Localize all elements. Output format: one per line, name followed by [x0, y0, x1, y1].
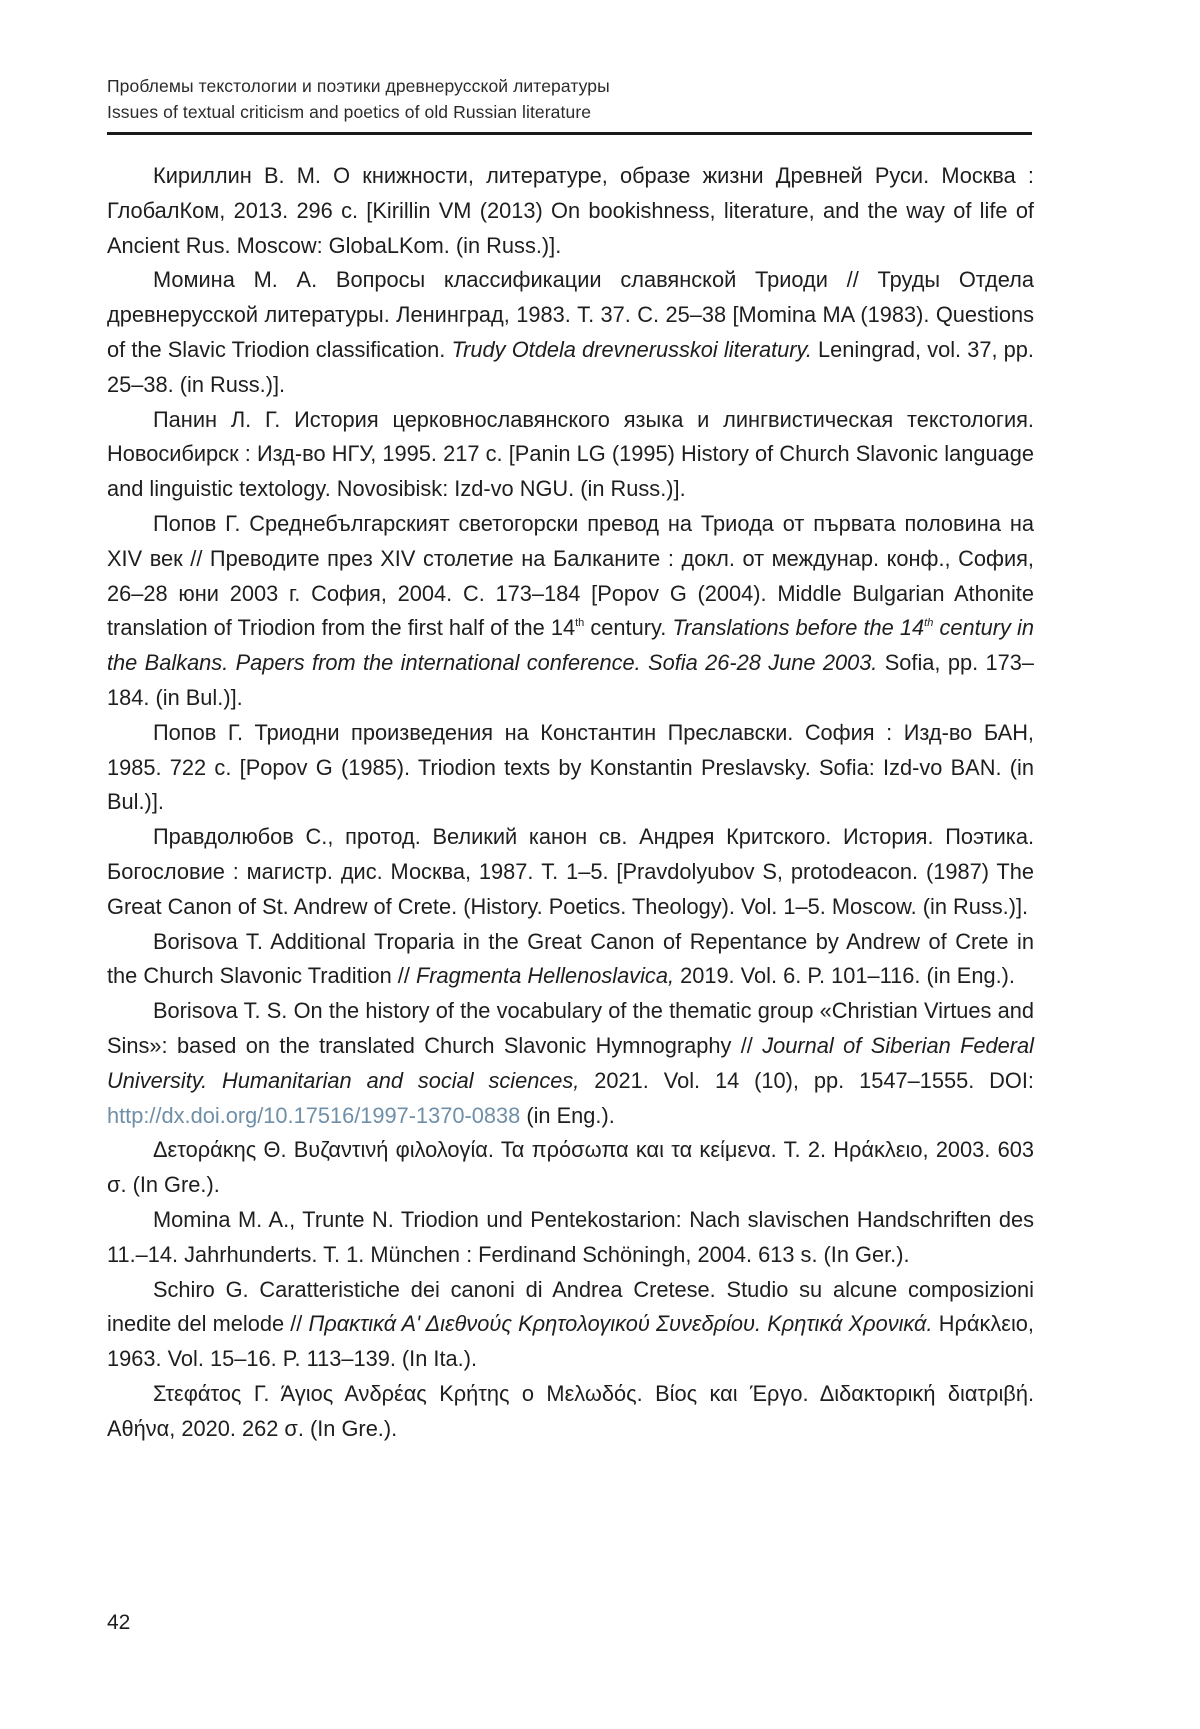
header-title-en: Issues of textual criticism and poetics of old Russian literature	[107, 102, 592, 122]
ref-text: Στεφάτος Γ. Άγιος Ανδρέας Κρήτης ο Μελωδός. Βίος και Έργο. Διδακτορική διατριβή. Αθήνα, 2020. 262 σ. (In Gre.).	[107, 1380, 1034, 1441]
ref-text: Момина М. А. Вопросы классификации славянской Триоди // Труды Отдела древнерусской литературы. Ленинград, 1983. Т. 37. С. 25–38 [Momina MA (1983). Questions of the Slavic Triodion classification.	[107, 267, 1034, 362]
ref-superscript: th	[924, 617, 934, 630]
reference-borisova-2019	[107, 925, 1034, 995]
ref-text: Кириллин В. М. О книжности, литературе, образе жизни Древней Руси. Москва : ГлобалКом, 2013. 296 с. [Kirillin VM (2013) On bookishness, literature, and the way of life of Ancient Rus. Moscow: GlobaLKom. (in Russ.)].	[107, 163, 1034, 258]
reference-pravdolyubov	[107, 820, 1034, 924]
reference-stefatos	[107, 1377, 1034, 1447]
ref-text: Попов Г. Триодни произведения на Константин Преславски. София : Изд-во БАН, 1985. 722 с. [Popov G (1985). Triodion texts by Konstantin Preslavsky. Sofia: Izd-vo BAN. (in Bul.)].	[107, 719, 1034, 815]
ref-text: century.	[584, 615, 673, 641]
reference-schiro	[107, 1273, 1034, 1377]
reference-list	[107, 159, 1034, 1446]
ref-text: Borisova T. S. On the history of the vocabulary of the thematic group «Christian Virtues and Sins»: based on the translated Church Slavonic Hymnography //	[107, 998, 1034, 1058]
ref-italic-title: Translations before the 14	[672, 615, 925, 641]
reference-popov-1985	[107, 716, 1034, 820]
page-number: 42	[107, 1611, 131, 1634]
header-title-ru: Проблемы текстологии и поэтики древнерусской литературы	[107, 76, 610, 96]
doi-link[interactable]: http://dx.doi.org/10.17516/1997-1370-0838	[107, 1102, 521, 1128]
ref-italic-title: Journal of Siberian Federal University. Humanitarian and social sciences,	[107, 1032, 1034, 1093]
ref-superscript: th	[575, 617, 585, 630]
ref-text: Попов Г. Среднебългарският светогорски превод на Триода от първата половина на XIV век // Преводите през XIV столетие на Балканите : докл. от междунар. конф., София, 26–28 юни 2003 г. София, 2004. С. 173–184 [Popov G (2004). Middle Bulgarian Athonite translation of Triodion from the first half of the 14	[107, 510, 1034, 641]
reference-kirillin	[107, 159, 1034, 263]
ref-text: Momina M. A., Trunte N. Triodion und Pentekostarion: Nach slavischen Handschriften des 11.–14. Jahrhunderts. T. 1. München : Ferdinand Schöningh, 2004. 613 s. (In Ger.).	[107, 1206, 1034, 1267]
ref-text: Правдолюбов С., протод. Великий канон св. Андрея Критского. История. Поэтика. Богословие : магистр. дис. Москва, 1987. Т. 1–5. [Pravdolyubov S, protodeacon. (1987) The Great Canon of St. Andrew of Crete. (History. Poetics. Theology). Vol. 1–5. Moscow. (in Russ.)].	[107, 824, 1034, 919]
reference-popov-2004	[107, 507, 1034, 716]
ref-text: Schiro G. Caratteristiche dei canoni di Andrea Cretese. Studio su alcune composizioni inedite del melode //	[107, 1276, 1034, 1337]
reference-momina-1983	[107, 263, 1034, 402]
ref-text: Borisova T. Additional Troparia in the Great Canon of Repentance by Andrew of Crete in the Church Slavonic Tradition //	[107, 928, 1034, 989]
ref-text: Leningrad, vol. 37, pp. 25–38. (in Russ.)].	[107, 336, 1034, 397]
ref-text: Sofia, pp. 173–184. (in Bul.)].	[107, 650, 1034, 710]
running-header	[107, 73, 1032, 125]
ref-italic-title: Trudy Otdela drevnerusskoi literatury.	[451, 336, 812, 362]
reference-detorakis	[107, 1133, 1034, 1203]
header-divider	[107, 132, 1032, 135]
reference-panin	[107, 403, 1034, 507]
ref-text: (in Eng.).	[520, 1102, 615, 1128]
ref-text: 2021. Vol. 14 (10), pp. 1547–1555. DOI:	[579, 1067, 1034, 1093]
ref-text: 2019. Vol. 6. P. 101–116. (in Eng.).	[674, 963, 1015, 989]
ref-text: Панин Л. Г. История церковнославянского языка и лингвистическая текстология. Новосибирск : Изд-во НГУ, 1995. 217 с. [Panin LG (1995) History of Church Slavonic language and linguistic textology. Novosibisk: Izd-vo NGU. (in Russ.)].	[107, 406, 1034, 502]
ref-italic-title: Πρακτικά Α' Διεθνούς Κρητολογικού Συνεδρίου. Κρητικά Χρονικά.	[308, 1311, 933, 1337]
reference-borisova-2021	[107, 994, 1034, 1133]
ref-text: Ηράκλειο, 1963. Vol. 15–16. P. 113–139. (In Ita.).	[107, 1311, 1034, 1372]
ref-italic-title: Fragmenta Hellenoslavica,	[415, 963, 675, 989]
ref-italic-title: century in the Balkans. Papers from the international conference. Sofia 26-28 June 2003.	[107, 615, 1034, 676]
reference-momina-trunte	[107, 1203, 1034, 1273]
ref-text: Δετοράκης Θ. Βυζαντινή φιλολογία. Τα πρόσωπα και τα κείμενα. Τ. 2. Ηράκλειο, 2003. 603 σ. (In Gre.).	[107, 1137, 1034, 1198]
